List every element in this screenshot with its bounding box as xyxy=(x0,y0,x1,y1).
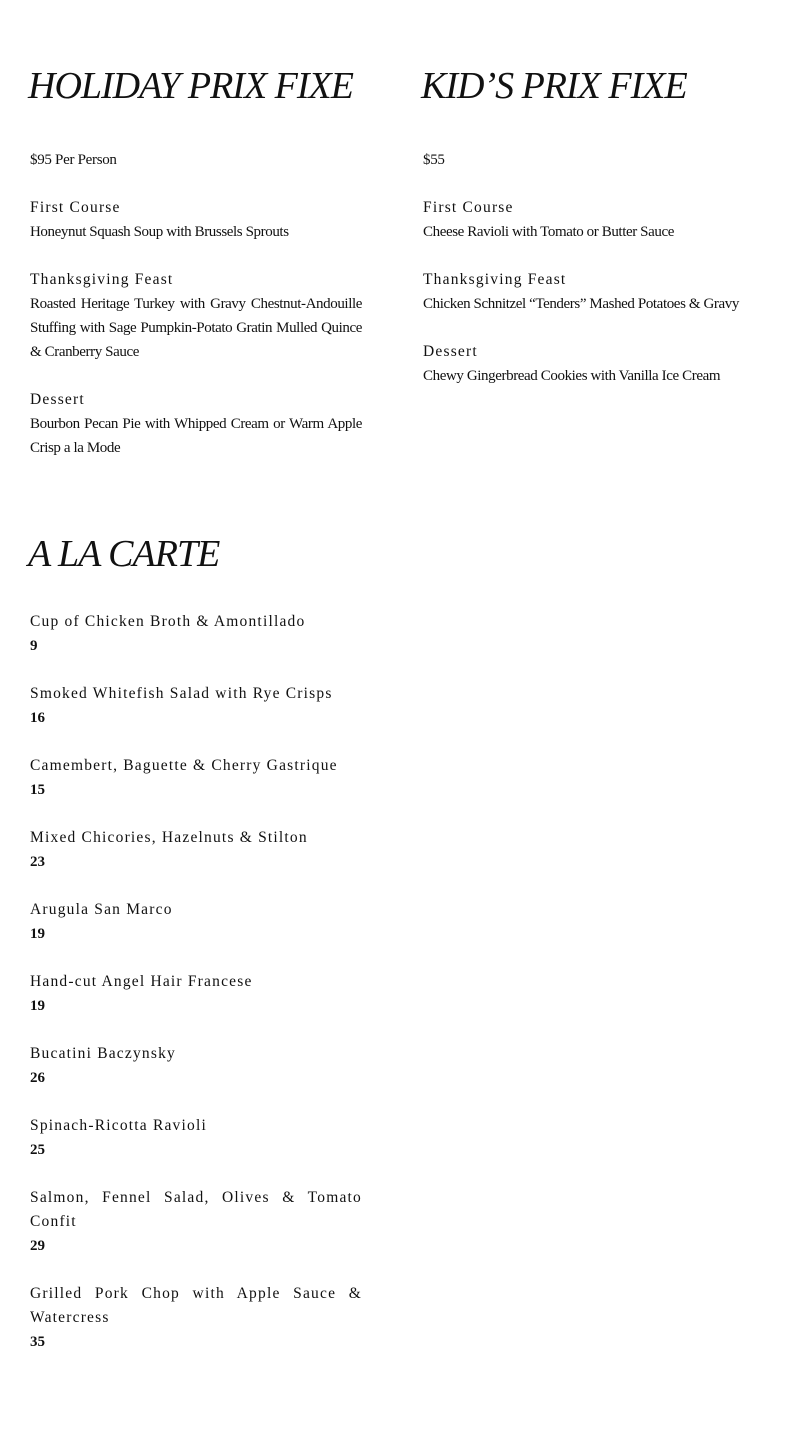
holiday-price: $95 Per Person xyxy=(30,152,117,168)
menu-item xyxy=(30,682,362,730)
menu-item-price: 23 xyxy=(30,854,45,870)
menu-item-name: Camembert, Baguette & Cherry Gastrique xyxy=(30,757,338,774)
course-title: Dessert xyxy=(423,343,478,360)
kids-prix-fixe-title: KID’S PRIX FIXE xyxy=(421,65,687,107)
kids-prix-fixe-section xyxy=(423,62,755,412)
course-title: Thanksgiving Feast xyxy=(30,271,174,288)
menu-item-name: Mixed Chicories, Hazelnuts & Stilton xyxy=(30,829,308,846)
course-title: Dessert xyxy=(30,391,85,408)
kids-price: $55 xyxy=(423,152,445,168)
menu-item xyxy=(30,610,362,658)
course-description: Chewy Gingerbread Cookies with Vanilla Ice Cream xyxy=(423,368,721,384)
course-title: Thanksgiving Feast xyxy=(423,271,567,288)
menu-item-price: 19 xyxy=(30,998,45,1014)
menu-item-price: 25 xyxy=(30,1142,45,1158)
kids-course-dessert xyxy=(423,340,755,388)
menu-item xyxy=(30,1186,362,1258)
a-la-carte-section xyxy=(30,530,362,1378)
menu-item-name: Spinach-Ricotta Ravioli xyxy=(30,1117,207,1134)
menu-item-price: 16 xyxy=(30,710,45,726)
menu-item-price: 26 xyxy=(30,1070,45,1086)
a-la-carte-title: A LA CARTE xyxy=(28,533,220,575)
menu-item-name: Hand-cut Angel Hair Francese xyxy=(30,973,253,990)
menu-item xyxy=(30,754,362,802)
course-title: First Course xyxy=(423,199,514,216)
menu-item xyxy=(30,1114,362,1162)
course-description: Cheese Ravioli with Tomato or Butter Sauce xyxy=(423,224,674,240)
menu-item-price: 19 xyxy=(30,926,45,942)
menu-item xyxy=(30,1282,362,1354)
course-title: First Course xyxy=(30,199,121,216)
holiday-course-first xyxy=(30,196,362,244)
menu-item-name: Arugula San Marco xyxy=(30,901,173,918)
holiday-prix-fixe-section xyxy=(30,62,362,484)
menu-item-name: Grilled Pork Chop with Apple Sauce & Watercress xyxy=(30,1285,362,1326)
menu-item-name: Salmon, Fennel Salad, Olives & Tomato Confit xyxy=(30,1189,362,1230)
course-description: Bourbon Pecan Pie with Whipped Cream or Warm Apple Crisp a la Mode xyxy=(30,416,362,456)
menu-item-price: 29 xyxy=(30,1238,45,1254)
menu-item xyxy=(30,1042,362,1090)
menu-item-name: Cup of Chicken Broth & Amontillado xyxy=(30,613,306,630)
menu-item-price: 15 xyxy=(30,782,45,798)
menu-item xyxy=(30,970,362,1018)
course-description: Roasted Heritage Turkey with Gravy Chestnut-Andouille Stuffing with Sage Pumpkin-Potato Gratin Mulled Quince & Cranberry Sauce xyxy=(30,296,362,360)
holiday-course-feast xyxy=(30,268,362,364)
course-description: Honeynut Squash Soup with Brussels Sprouts xyxy=(30,224,289,240)
menu-item xyxy=(30,826,362,874)
holiday-prix-fixe-title: HOLIDAY PRIX FIXE xyxy=(28,65,353,107)
kids-course-feast xyxy=(423,268,755,316)
holiday-course-dessert xyxy=(30,388,362,460)
menu-item-price: 35 xyxy=(30,1334,45,1350)
menu-item-price: 9 xyxy=(30,638,38,654)
menu-item-name: Smoked Whitefish Salad with Rye Crisps xyxy=(30,685,333,702)
menu-item-name: Bucatini Baczynsky xyxy=(30,1045,177,1062)
course-description: Chicken Schnitzel “Tenders” Mashed Potatoes & Gravy xyxy=(423,296,739,312)
menu-item xyxy=(30,898,362,946)
kids-course-first xyxy=(423,196,755,244)
